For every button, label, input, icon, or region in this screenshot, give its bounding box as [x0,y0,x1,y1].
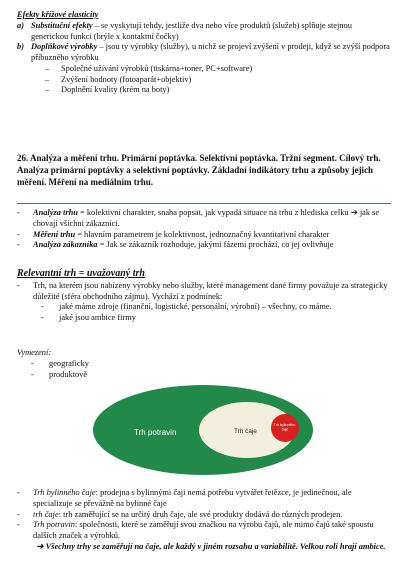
term: Doplňkové výrobky [31,42,98,52]
conclusion [17,542,391,553]
definitions-list [17,208,391,251]
efekty-subitem: – Doplnění kvality (krém na boty) [45,85,170,95]
definition: – jsou ty výrobky (služby), u nichž se projeví zvýšení v prodeji, když se zvýší podpora příbuzného výrobku [31,42,390,62]
list-marker: b) [17,42,24,52]
conclusion-text: Všechny trhy se zaměřují na čaje, ale každý v jiném rozsahu a variabilitě. Velkou roli hrají ambice. [45,541,386,551]
intro-text: Trh, na kterém jsou nabízeny výrobky nebo služby, které management dané firmy považuje za strategicky důležité (sféra obchodního zájmu). Vychází z podmínek: [33,280,388,301]
subitem-text: Doplnění kvality (krém na boty) [61,85,170,95]
item-text: geograficky [49,358,89,368]
efekty-item-a [17,21,391,43]
section-heading-text: Analýza a měření trhu. Primární poptávka. Selektivní poptávka. Tržní segment. Cílový trh. Analýza primární poptávky a selektivní poptávky. Základní indikátory trhu a způsoby jejich měření. Měření na mediálním trhu. [17,153,381,187]
definition: – se vyskytují tehdy, jestliže dva nebo více produktů (služeb) splňuje stejnou generickou funkci (brýle x kontaktní čočky) [31,20,352,41]
definition-item: - Analýza zákazníka = Jak se zákazník rozhoduje, jakými fázemi prochází, co jej ovlivňuje [17,240,334,250]
middle-market-label: Trh čaje [234,428,257,435]
term: Trh potravin [33,520,75,530]
efekty-subitem: – Společné užívání výrobků (tiskárna+toner, PC+software) [45,63,253,73]
list-marker: a) [17,20,24,30]
vymezeni-item: - geograficky [31,358,89,368]
vymezeni-section [17,348,391,380]
term: Analýza zákazníka [33,240,98,250]
definition-item: - Měření trhu = hlavním parametrem je kolektivnost, jednoznačný kvantitativní charakter [17,229,330,239]
term: trh čaje [33,509,59,519]
definition: = kolektivní charakter, snaha popsat, jak vypadá situace na trhu z hlediska celku [77,208,351,217]
efekty-title: Efekty křížové elasticity [17,10,99,19]
relevant-market-intro: - Trh, na kterém jsou nabízeny výrobky nebo služby, které management dané firmy považuje za strategicky důležité (sféra obchodního zájmu). Vychází z podmínek: [17,280,388,301]
subitem-text: jaké jsou ambice firmy [59,313,136,323]
definition: : trh zaměřující se na určitý druh čaje, ale své produkty dodává do různých prodejen. [58,509,343,519]
vymezeni-title: Vymezení: [17,348,52,357]
market-description-item: - Trh bylinného čaje: prodejna s bylinnými čaji nemá potřebu vytvářet řetězce, je jedinečnou, ale specializuje se převážně na bylinné čaje [17,488,352,508]
section-divider [17,203,391,204]
arrow-icon: ➔ [36,541,44,551]
efekty-section [17,10,391,96]
definition-item: - Analýza trhu = kolektivní charakter, snaha popsat, jak vypadá situace na trhu z hlediska celku ➔ jak se chovají všichni zákazníci. [17,208,380,228]
definition: : prodejna s bylinnými čaji nemá potřebu vytvářet řetězce, je jedinečnou, ale specializuje se převážně na bylinné čaje [33,488,352,508]
market-ellipse-diagram [92,384,314,476]
efekty-item-b [17,42,391,64]
section-26-heading [17,153,391,189]
subitem-text: Zvýšení hodnoty (fotoaparát+objektiv) [61,74,192,84]
market-description-item: - trh čaje: trh zaměřující se na určitý druh čaje, ale své produkty dodává do různých prodejen. [17,509,343,519]
term: Analýza trhu [33,208,78,217]
efekty-subitem: – Zvýšení hodnoty (fotoaparát+objektiv) [45,74,192,84]
vymezeni-item: - produktově [31,369,88,379]
outer-market-label: Trh potravin [134,428,177,437]
term: Měření trhu [33,229,76,239]
arrow-icon: ➔ [350,208,358,217]
market-descriptions [17,488,391,553]
subitem-text: jaké máme zdroje (finanční, logistické, personální, výrobní) – všechny, co máme. [59,302,332,312]
market-description-item: - Trh potravin: společnosti, které se zaměřují svou značkou na výrobu čajů, ale mimo čajů také spoustu dalších značek a výrobků. [17,520,374,540]
section-number: 26. [17,153,29,163]
relevant-market-subitem: - jaké jsou ambice firmy [41,313,136,323]
relevant-market-title: Relevantní trh = uvažovaný trh [17,268,145,279]
definition: = Jak se zákazník rozhoduje, jakými fázemi prochází, co jej ovlivňuje [97,240,334,250]
term: Substituční efekty [31,20,93,30]
subitem-text: Společné užívání výrobků (tiskárna+toner, PC+software) [61,63,253,73]
inner-label-line: čaje [281,427,289,432]
relevant-market-section [17,268,391,324]
definition: : společnosti, které se zaměřují svou značkou na výrobu čajů, ale mimo čajů také spoustu dalších značek a výrobků. [33,520,374,540]
item-text: produktově [49,369,88,379]
definition: = hlavním parametrem je kolektivnost, jednoznačný kvantitativní charakter [75,229,330,239]
term: Trh bylinného čaje [33,488,96,497]
inner-label-line: Trh bylinného [273,423,296,427]
definition-continuation: jak se chovají všichni zákazníci. [33,208,380,228]
relevant-market-subitem: - jaké máme zdroje (finanční, logistické, personální, výrobní) – všechny, co máme. [41,302,332,312]
